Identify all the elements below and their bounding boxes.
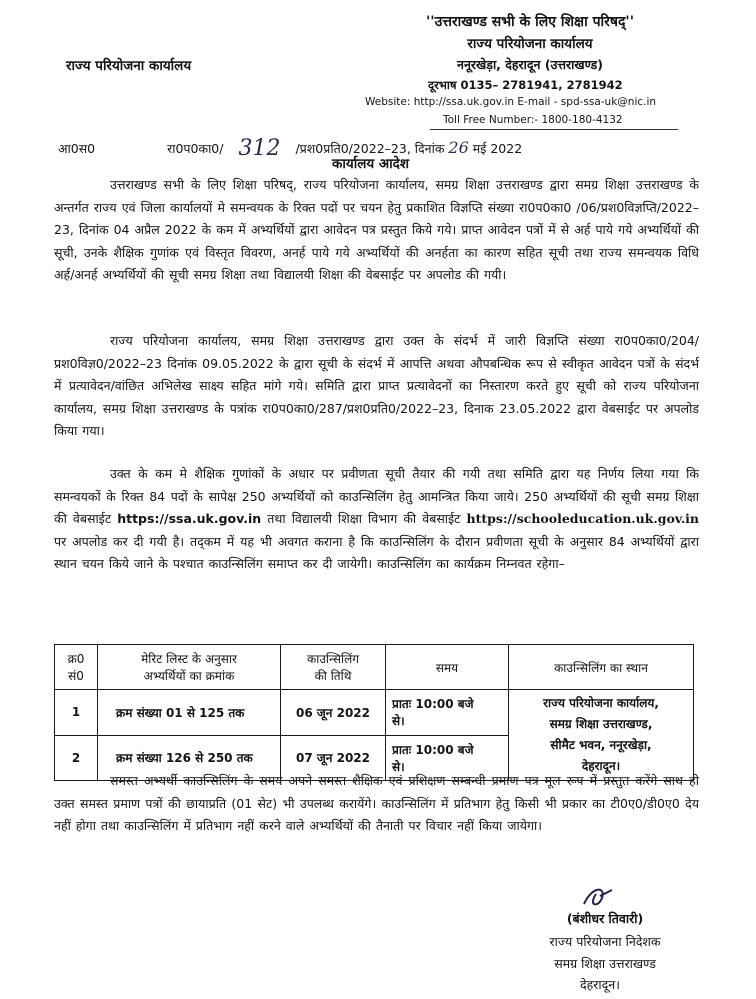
header-phone: दूरभाष 0135– 2781941, 2781942 bbox=[428, 78, 623, 92]
header-website-email: Website: http://ssa.uk.gov.in E-mail - spd-ssa-uk@nic.in bbox=[365, 96, 657, 108]
school-education-website-link[interactable]: https://schooleducation.uk.gov.in bbox=[466, 511, 700, 526]
row-range: क्रम संख्या 126 से 250 तक bbox=[98, 735, 281, 781]
signatory-name: (बंशीधर तिवारी) bbox=[566, 911, 644, 926]
handwritten-date: 26 bbox=[448, 138, 469, 157]
handwritten-number: 312 bbox=[238, 136, 281, 161]
venue-cell: राज्य परियोजना कार्यालय, समग्र शिक्षा उत्तराखण्ड, सीमैट भवन, ननूरखेड़ा, देहरादून। bbox=[509, 690, 694, 781]
signature-mark bbox=[578, 882, 618, 912]
paragraph-2 bbox=[54, 330, 699, 443]
reference-part1: रा0प0का0/ bbox=[167, 141, 224, 156]
counselling-schedule-table bbox=[54, 644, 694, 781]
paragraph-3-text-c: पर अपलोड कर दी गयी है। तद्कम में यह भी अवगत कराना है कि काउन्सिलिंग के दौरान प्रवीणता सूची के अनुसार 84 अभ्यर्थियों द्वारा स्थान चयन किये जाने के पश्चात काउन्सिलिंग समाप्त कर दी जायेगी। काउन्सिलिंग का कार्यक्रम निम्नवत रहेगा– bbox=[54, 533, 699, 571]
paragraph-1 bbox=[54, 174, 699, 287]
row-time: प्रातः 10:00 बजे से। bbox=[386, 690, 509, 736]
header-time: समय bbox=[386, 645, 509, 690]
header-office-name: राज्य परियोजना कार्यालय bbox=[467, 36, 593, 52]
paragraph-2-text: राज्य परियोजना कार्यालय, समग्र शिक्षा उत्तराखण्ड द्वारा उक्त के संदर्भ में जारी विज्ञप्ति संख्या रा0प0का0/204/प्रश0विज्ञ0/2022–23 दिनांक 09.05.2022 के द्वारा सूची के संदर्भ में आपत्ति अथवा औपबन्धिक रूप से स्वीकृत आवेदन पत्रों के संदर्भ में प्रत्यावेदन/वांछित अभिलेख साक्ष्य सहित मांगे गये। समिति द्वारा प्राप्त प्रत्यावेदनों का निस्तारण करते हुए सूची को राज्य परियोजना कार्यालय, समग्र शिक्षा उत्तराखण्ड के पत्रांक रा0प0का0/287/प्रश0प्रति0/2022–23, दिनाक 23.05.2022 द्वारा वेबसाईट पर अपलोड किया गया। bbox=[54, 333, 699, 438]
header-tagline: ''उत्तराखण्ड सभी के लिए शिक्षा परिषद्'' bbox=[426, 14, 634, 30]
ssa-website-link[interactable]: https://ssa.uk.gov.in bbox=[117, 511, 262, 526]
row-date: 07 जून 2022 bbox=[281, 735, 386, 781]
table-header-row bbox=[55, 645, 694, 690]
paragraph-3 bbox=[54, 463, 699, 576]
order-title: कार्यालय आदेश bbox=[332, 156, 410, 172]
left-office-name: राज्य परियोजना कार्यालय bbox=[66, 58, 192, 74]
header-counselling-date: काउन्सिलिंग की तिथि bbox=[281, 645, 386, 690]
header-venue: काउन्सिलिंग का स्थान bbox=[509, 645, 694, 690]
signatory-org: समग्र शिक्षा उत्तराखण्ड bbox=[554, 956, 656, 971]
paragraph-4 bbox=[54, 770, 699, 838]
row-range: क्रम संख्या 01 से 125 तक bbox=[98, 690, 281, 736]
row-serial: 2 bbox=[55, 735, 98, 781]
table-row bbox=[55, 690, 694, 736]
row-date: 06 जून 2022 bbox=[281, 690, 386, 736]
header-serial: क्र0 सं0 bbox=[55, 645, 98, 690]
row-serial: 1 bbox=[55, 690, 98, 736]
signatory-city: देहरादून। bbox=[580, 977, 620, 992]
header-underline bbox=[430, 129, 678, 130]
header-merit-range: मेरिट लिस्ट के अनुसार अभ्यर्थियों का क्रमांक bbox=[98, 645, 281, 690]
header-address: ननूरखेड़ा, देहरादून (उत्तराखण्ड) bbox=[457, 57, 603, 72]
reference-part2: /प्रश0प्रति0/2022–23, दिनांक bbox=[295, 141, 445, 156]
reference-line bbox=[58, 134, 522, 159]
reference-date-suffix: मई 2022 bbox=[472, 141, 523, 156]
paragraph-4-text: समस्त अभ्यर्थी काउन्सिलिंग के समय अपने समस्त शैक्षिक एवं प्रशिक्षण सम्बन्धी प्रमाण पत्र मूल रूप में प्रस्तुत करेंगे साथ ही उक्त समस्त प्रमाण पत्रों की छायाप्रति (01 सेट) भी उपलब्ध करायेंगे। काउन्सिलिंग में प्रतिभाग हेतु किसी भी प्रकार का टी0ए0/डी0ए0 देय नहीं होगा तथा काउन्सिलिंग में प्रतिभाग नहीं करने वाले अभ्यर्थियों की तैनाती पर विचार नहीं किया जायेगा। bbox=[54, 773, 699, 833]
reference-prefix: आ0स0 bbox=[58, 141, 96, 156]
signatory-designation: राज्य परियोजना निदेशक bbox=[549, 934, 661, 949]
header-toll-free: Toll Free Number:- 1800-180-4132 bbox=[443, 114, 623, 126]
row-time: प्रातः 10:00 बजे से। bbox=[386, 735, 509, 781]
paragraph-3-text-a: उक्त के कम मे शैक्षिक गुणांकों के अधार पर प्रवीणता सूची तैयार की गयी तथा समिति द्वारा यह निर्णय लिया गया कि समन्वयकों के रिक्त 84 पदों के सापेक्ष 250 अभ्यर्थियों को काउन्सिलिंग हेतु आमन्त्रित किया जाये। 250 अभ्यर्थियों की सूची समग्र शिक्षा की वेबसाईट bbox=[54, 466, 699, 526]
paragraph-1-text: उत्तराखण्ड सभी के लिए शिक्षा परिषद्, राज्य परियोजना कार्यालय, समग्र शिक्षा उत्तराखण्ड द्वारा समग्र शिक्षा उत्तराखण्ड के अन्तर्गत राज्य एवं जिला कार्यालयों मे समन्वयक के रिक्त पदों पर चयन हेतु प्रकाशित विज्ञप्ति संख्या रा0प0का0 /06/प्रश0विज्ञप्ति/2022–23, दिनांक 04 अप्रैल 2022 के कम में अभ्यर्थियों द्वारा आवेदन पत्र प्रस्तुत किये गये। प्राप्त आवेदन पत्रों में से अर्ह पाये गये अभ्यर्थियों की सूची, उनके शैक्षिक गुणांक एवं विस्तृत विवरण, अनर्ह पाये गये अभ्यर्थियों की अनर्हता का कारण सहित सूची तथा राज्य समन्वयक विधि अर्ह/अनर्ह अभ्यर्थियों की सूची समग्र शिक्षा तथा विद्यालयी शिक्षा की वेबसाईट पर अपलोड की गयी। bbox=[54, 177, 699, 282]
paragraph-3-text-b: तथा विद्यालयी शिक्षा विभाग की वेबसाईट bbox=[267, 511, 461, 526]
